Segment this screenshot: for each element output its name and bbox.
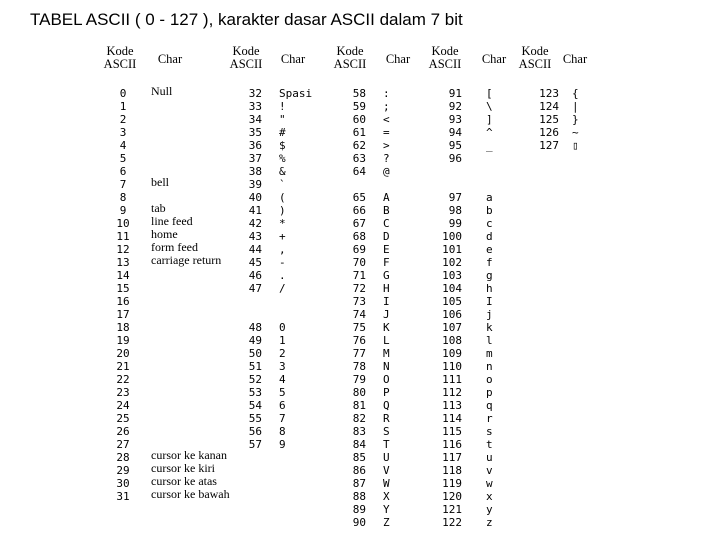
col4-chars-row: z: [486, 516, 493, 529]
col2-chars-row: [279, 295, 324, 308]
col1-codes-row: 17: [116, 308, 130, 321]
col3-codes-row: 75: [352, 321, 366, 334]
col2-chars-row: Spasi: [279, 87, 313, 100]
col3-codes-row: 78: [352, 360, 366, 373]
col4-codes-row: 117: [442, 451, 462, 464]
col2-codes-row: 32: [248, 87, 262, 100]
header-kode-5: Kode ASCII: [518, 44, 552, 71]
col4-codes-row: 103: [442, 269, 462, 282]
col4-codes-row: 108: [442, 334, 462, 347]
col1-chars-row: [151, 267, 246, 280]
col2-codes-row: 38: [248, 165, 262, 178]
col2-codes-row: 40: [248, 191, 262, 204]
col1-codes-row: 9: [119, 204, 127, 217]
col4-codes-row: 97: [448, 191, 462, 204]
col4-chars-row: n: [486, 360, 493, 373]
col1-codes-row: 31: [116, 490, 130, 503]
col1-codes-row: 18: [116, 321, 130, 334]
col2-codes-row: 50: [248, 347, 262, 360]
col2-codes: [236, 87, 262, 451]
col3-chars-row: ;: [383, 100, 390, 113]
col3-codes-row: 61: [352, 126, 366, 139]
col3-chars-row: J: [383, 308, 390, 321]
col1-codes-row: 28: [116, 451, 130, 464]
col3-chars-row: Y: [383, 503, 390, 516]
col4-codes-row: 100: [442, 230, 462, 243]
col1-codes-row: 22: [116, 373, 130, 386]
header-char-5: Char: [562, 52, 588, 66]
col2-codes-row: 34: [248, 113, 262, 126]
col1-codes-row: 13: [116, 256, 130, 269]
col4-chars-row: [486, 178, 506, 191]
col2-codes-row: 45: [248, 256, 262, 269]
col2-codes-row: [236, 308, 262, 321]
col4-codes-row: 122: [442, 516, 462, 529]
col1-codes: [108, 87, 138, 503]
col4-codes-row: 114: [442, 412, 462, 425]
col4-codes-row: 102: [442, 256, 462, 269]
col4-codes-row: [430, 165, 462, 178]
col2-codes-row: 44: [248, 243, 262, 256]
col4-chars-row: e: [486, 243, 493, 256]
col3-chars-row: D: [383, 230, 390, 243]
col2-codes-row: [236, 295, 262, 308]
header-char-3: Char: [385, 52, 411, 66]
col4-chars-row: f: [486, 256, 493, 269]
col1-chars-row: bell: [151, 175, 169, 189]
col1-chars-row: cursor ke kiri: [151, 461, 215, 475]
col2-chars: [279, 87, 324, 451]
col1-chars-row: cursor ke bawah: [151, 487, 230, 501]
col2-chars-row: .: [279, 269, 286, 282]
col2-codes-row: 54: [248, 399, 262, 412]
col3-chars: [383, 87, 403, 529]
col4-codes-row: 94: [448, 126, 462, 139]
col3-codes-row: 71: [352, 269, 366, 282]
col4-codes-row: 112: [442, 386, 462, 399]
col4-chars-row: v: [486, 464, 493, 477]
col2-chars-row: $: [279, 139, 286, 152]
col4-chars-row: I: [486, 295, 493, 308]
col4-chars-row: [486, 152, 506, 165]
col1-chars-row: [151, 358, 246, 371]
col4-codes-row: 120: [442, 490, 462, 503]
header-char-4: Char: [481, 52, 507, 66]
header-kode-1: Kode ASCII: [103, 44, 137, 71]
col5-codes-row: 125: [539, 113, 559, 126]
col4-chars-row: a: [486, 191, 493, 204]
col2-codes-row: 39: [248, 178, 262, 191]
col3-chars-row: I: [383, 295, 390, 308]
col3-chars-row: L: [383, 334, 390, 347]
col5-chars: [572, 87, 592, 152]
col4-codes-row: [430, 178, 462, 191]
col3-codes-row: 79: [352, 373, 366, 386]
col2-codes-row: 35: [248, 126, 262, 139]
col3-chars-row: =: [383, 126, 390, 139]
col3-chars-row: V: [383, 464, 390, 477]
col3-chars-row: R: [383, 412, 390, 425]
col3-codes-row: 59: [352, 100, 366, 113]
col4-chars-row: l: [486, 334, 493, 347]
col2-chars-row: 0: [279, 321, 286, 334]
col1-codes-row: 20: [116, 347, 130, 360]
col5-codes-row: 124: [539, 100, 559, 113]
col4-chars-row: t: [486, 438, 493, 451]
col3-chars-row: T: [383, 438, 390, 451]
col1-codes-row: 23: [116, 386, 130, 399]
col3-codes-row: 89: [352, 503, 366, 516]
col3-codes-row: 86: [352, 464, 366, 477]
col1-codes-row: 10: [116, 217, 130, 230]
col3-chars-row: F: [383, 256, 390, 269]
col3-codes-row: 73: [352, 295, 366, 308]
col3-chars-row: Q: [383, 399, 390, 412]
col3-chars-row: N: [383, 360, 390, 373]
col3-chars-row: X: [383, 490, 390, 503]
col4-codes-row: 105: [442, 295, 462, 308]
col4-codes-row: 92: [448, 100, 462, 113]
col4-chars-row: q: [486, 399, 493, 412]
col1-codes-row: 24: [116, 399, 130, 412]
col1-chars-row: carriage return: [151, 253, 222, 267]
col4-codes-row: 96: [448, 152, 462, 165]
col2-chars-row: 9: [279, 438, 286, 451]
col4-chars-row: x: [486, 490, 493, 503]
col3-chars-row: [383, 178, 403, 191]
col3-codes-row: 84: [352, 438, 366, 451]
col1-chars-row: [151, 124, 246, 137]
header-kode-3: Kode ASCII: [333, 44, 367, 71]
col3-codes-row: 81: [352, 399, 366, 412]
col3-chars-row: >: [383, 139, 390, 152]
col3-codes-row: 64: [352, 165, 366, 178]
col2-chars-row: ": [279, 113, 286, 126]
col2-chars-row: 5: [279, 386, 286, 399]
col4-chars-row: r: [486, 412, 493, 425]
col2-chars-row: %: [279, 152, 286, 165]
col4-codes-row: 101: [442, 243, 462, 256]
col1-chars-row: [151, 111, 246, 124]
col3-chars-row: A: [383, 191, 390, 204]
col4-chars: [486, 87, 506, 529]
col2-chars-row: &: [279, 165, 286, 178]
col3-chars-row: H: [383, 282, 390, 295]
header-kode-4: Kode ASCII: [428, 44, 462, 71]
col4-chars-row: ]: [486, 113, 493, 126]
col3-codes-row: 80: [352, 386, 366, 399]
col4-chars-row: w: [486, 477, 493, 490]
col2-chars-row: `: [279, 178, 286, 191]
col4-chars-row: _: [486, 139, 493, 152]
col4-chars-row: u: [486, 451, 493, 464]
col1-codes-row: 19: [116, 334, 130, 347]
col3-chars-row: O: [383, 373, 390, 386]
col2-codes-row: 42: [248, 217, 262, 230]
col3-chars-row: K: [383, 321, 390, 334]
col3-codes-row: 87: [352, 477, 366, 490]
header-char-1: Char: [157, 52, 183, 66]
col3-codes-row: 68: [352, 230, 366, 243]
col1-codes-row: 3: [119, 126, 127, 139]
col1-chars-row: Null: [151, 84, 173, 98]
col4-codes-row: 106: [442, 308, 462, 321]
col3-codes-row: 72: [352, 282, 366, 295]
col2-chars-row: 7: [279, 412, 286, 425]
col2-chars-row: 3: [279, 360, 286, 373]
col2-codes-row: 37: [248, 152, 262, 165]
col2-chars-row: 8: [279, 425, 286, 438]
col3-chars-row: G: [383, 269, 390, 282]
col1-codes-row: 4: [119, 139, 127, 152]
col1-chars-row: [151, 332, 246, 345]
col2-codes-row: 53: [248, 386, 262, 399]
col3-chars-row: S: [383, 425, 390, 438]
col4-codes-row: 111: [442, 373, 462, 386]
col1-codes-row: 5: [119, 152, 127, 165]
col4-codes-row: 91: [448, 87, 462, 100]
col4-chars-row: m: [486, 347, 493, 360]
col5-chars-row: }: [572, 113, 579, 126]
col1-codes-row: 26: [116, 425, 130, 438]
col1-chars-row: [151, 293, 246, 306]
col4-chars-row: y: [486, 503, 493, 516]
col3-chars-row: <: [383, 113, 390, 126]
col2-codes-row: 47: [248, 282, 262, 295]
col3-chars-row: U: [383, 451, 390, 464]
header-kode-2: Kode ASCII: [229, 44, 263, 71]
col4-codes-row: 121: [442, 503, 462, 516]
col3-codes-row: 90: [352, 516, 366, 529]
col3-chars-row: @: [383, 165, 390, 178]
col4-codes-row: 107: [442, 321, 462, 334]
col1-codes-row: 11: [116, 230, 130, 243]
col2-chars-row: -: [279, 256, 286, 269]
col3-chars-row: E: [383, 243, 390, 256]
col4-chars-row: [: [486, 87, 493, 100]
header-char-2: Char: [280, 52, 306, 66]
col3-chars-row: Z: [383, 516, 390, 529]
col3-codes-row: 65: [352, 191, 366, 204]
col1-codes-row: 25: [116, 412, 130, 425]
col1-chars-row: [151, 384, 246, 397]
col1-codes-row: 6: [119, 165, 127, 178]
col1-chars-row: form feed: [151, 240, 198, 254]
col1-chars-row: [151, 137, 246, 150]
col4-codes-row: 95: [448, 139, 462, 152]
col3-codes-row: 63: [352, 152, 366, 165]
col3-codes-row: 66: [352, 204, 366, 217]
col4-codes-row: 104: [442, 282, 462, 295]
col1-codes-row: 8: [119, 191, 127, 204]
col4-codes-row: 110: [442, 360, 462, 373]
col1-codes-row: 29: [116, 464, 130, 477]
col2-codes-row: 46: [248, 269, 262, 282]
col2-chars-row: 6: [279, 399, 286, 412]
col4-chars-row: h: [486, 282, 493, 295]
col1-chars-row: home: [151, 227, 178, 241]
col2-chars-row: 2: [279, 347, 286, 360]
col2-codes-row: 48: [248, 321, 262, 334]
col1-codes-row: 2: [119, 113, 127, 126]
col3-codes-row: 70: [352, 256, 366, 269]
col2-chars-row: !: [279, 100, 286, 113]
col1-codes-row: 0: [119, 87, 127, 100]
col3-chars-row: B: [383, 204, 390, 217]
col4-codes-row: 118: [442, 464, 462, 477]
col3-codes-row: 69: [352, 243, 366, 256]
col1-chars-row: [151, 345, 246, 358]
col1-codes-row: 21: [116, 360, 130, 373]
col4-chars-row: b: [486, 204, 493, 217]
col1-codes-row: 1: [119, 100, 127, 113]
col1-chars-row: [151, 150, 246, 163]
col1-chars-row: tab: [151, 201, 166, 215]
col2-chars-row: [279, 308, 324, 321]
col2-codes-row: 49: [248, 334, 262, 347]
col2-chars-row: *: [279, 217, 286, 230]
col5-chars-row: {: [572, 87, 579, 100]
col4-codes-row: 115: [442, 425, 462, 438]
col4-chars-row: k: [486, 321, 493, 334]
col3-codes-row: [340, 178, 366, 191]
col2-codes-row: 43: [248, 230, 262, 243]
col4-chars-row: ^: [486, 126, 493, 139]
col4-chars-row: o: [486, 373, 493, 386]
col3-codes-row: 60: [352, 113, 366, 126]
col3-codes-row: 58: [352, 87, 366, 100]
col4-chars-row: d: [486, 230, 493, 243]
col4-codes: [430, 87, 462, 529]
col4-codes-row: 99: [448, 217, 462, 230]
col2-chars-row: ,: [279, 243, 286, 256]
col2-codes-row: 36: [248, 139, 262, 152]
col3-codes-row: 62: [352, 139, 366, 152]
col1-chars-row: [151, 397, 246, 410]
col3-chars-row: C: [383, 217, 390, 230]
col2-chars-row: 1: [279, 334, 286, 347]
col3-chars-row: :: [383, 87, 390, 100]
col4-codes-row: 119: [442, 477, 462, 490]
col2-codes-row: 33: [248, 100, 262, 113]
col1-chars-row: cursor ke atas: [151, 474, 217, 488]
col3-chars-row: M: [383, 347, 390, 360]
col1-chars: [151, 85, 246, 501]
col4-codes-row: 93: [448, 113, 462, 126]
col4-chars-row: g: [486, 269, 493, 282]
col1-chars-row: [151, 371, 246, 384]
col3-chars-row: P: [383, 386, 390, 399]
col1-codes-row: 12: [116, 243, 130, 256]
col4-chars-row: s: [486, 425, 493, 438]
col3-codes-row: 88: [352, 490, 366, 503]
col4-codes-row: 113: [442, 399, 462, 412]
col1-chars-row: [151, 98, 246, 111]
col5-chars-row: ~: [572, 126, 579, 139]
col2-codes-row: 55: [248, 412, 262, 425]
col1-codes-row: 30: [116, 477, 130, 490]
col2-chars-row: ): [279, 204, 286, 217]
col3-codes-row: 67: [352, 217, 366, 230]
col3-codes-row: 76: [352, 334, 366, 347]
col1-chars-row: [151, 423, 246, 436]
col1-chars-row: [151, 306, 246, 319]
col2-codes-row: 57: [248, 438, 262, 451]
col2-codes-row: 51: [248, 360, 262, 373]
col1-codes-row: 27: [116, 438, 130, 451]
col3-codes-row: 85: [352, 451, 366, 464]
col4-codes-row: 116: [442, 438, 462, 451]
col3-chars-row: W: [383, 477, 390, 490]
col4-chars-row: p: [486, 386, 493, 399]
col5-chars-row: |: [572, 100, 579, 113]
col1-chars-row: [151, 280, 246, 293]
col3-codes-row: 77: [352, 347, 366, 360]
col1-codes-row: 14: [116, 269, 130, 282]
col5-codes-row: 123: [539, 87, 559, 100]
col3-codes: [340, 87, 366, 529]
page-title: TABEL ASCII ( 0 - 127 ), karakter dasar ASCII dalam 7 bit: [30, 10, 463, 29]
col2-chars-row: (: [279, 191, 286, 204]
col3-codes-row: 74: [352, 308, 366, 321]
col4-chars-row: \: [486, 100, 493, 113]
col1-codes-row: 15: [116, 282, 130, 295]
col1-codes-row: 7: [119, 178, 127, 191]
col1-codes-row: 16: [116, 295, 130, 308]
col4-chars-row: j: [486, 308, 493, 321]
col1-chars-row: cursor ke kanan: [151, 448, 227, 462]
col3-codes-row: 82: [352, 412, 366, 425]
col5-codes-row: 126: [539, 126, 559, 139]
col2-codes-row: 52: [248, 373, 262, 386]
col2-chars-row: /: [279, 282, 286, 295]
col1-chars-row: line feed: [151, 214, 193, 228]
col5-codes-row: 127: [539, 139, 559, 152]
col1-chars-row: [151, 319, 246, 332]
col1-chars-row: [151, 410, 246, 423]
col5-chars-row: ▯: [572, 139, 579, 152]
col3-chars-row: ?: [383, 152, 390, 165]
col2-codes-row: 41: [248, 204, 262, 217]
col4-chars-row: [486, 165, 506, 178]
col4-codes-row: 109: [442, 347, 462, 360]
col2-codes-row: 56: [248, 425, 262, 438]
col4-chars-row: c: [486, 217, 493, 230]
col3-codes-row: 83: [352, 425, 366, 438]
col2-chars-row: #: [279, 126, 286, 139]
col5-codes: [530, 87, 559, 152]
col2-chars-row: +: [279, 230, 286, 243]
col4-codes-row: 98: [448, 204, 462, 217]
col2-chars-row: 4: [279, 373, 286, 386]
